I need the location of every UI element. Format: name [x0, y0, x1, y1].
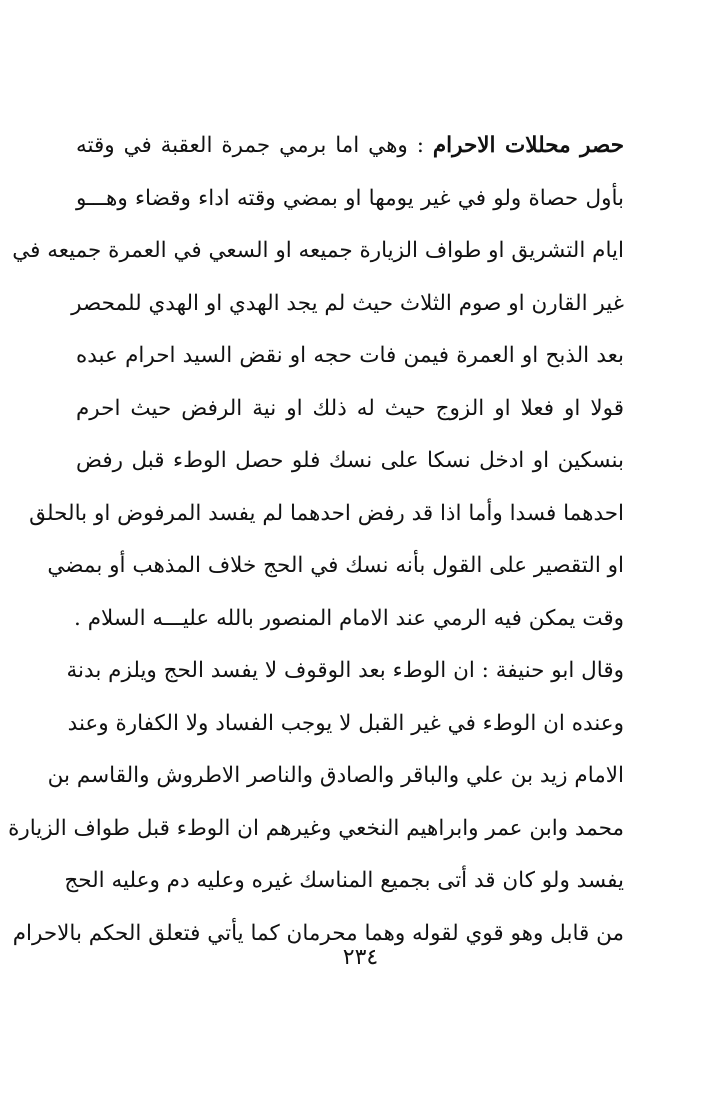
text-line-4: غير القارن او صوم الثلاث حيث لم يجد الهدي او الهدي للمحصر: [71, 290, 624, 316]
text-line-1: [76, 120, 624, 173]
text-line-8: احدهما فسدا وأما اذا قد رفض احدهما لم يفسد المرفوض او بالحلق: [29, 500, 624, 526]
text-line-13: الامام زيد بن علي والباقر والصادق والناصر الاطروش والقاسم بن: [47, 763, 624, 788]
section-heading: حصر محللات الاحرام: [432, 133, 624, 158]
text-line-5: بعد الذبح او العمرة فيمن فات حجه او نقض السيد احرام عبده: [76, 343, 624, 368]
body-text: [8, 120, 624, 960]
text-line-10: وقت يمكن فيه الرمي عند الامام المنصور بالله عليـــه السلام .: [74, 605, 624, 631]
text-line-3: ايام التشريق او طواف الزيارة جميعه او السعي في العمرة جميعه في: [12, 238, 624, 263]
text-line-2: بأول حصاة ولو في غير يومها او بمضي وقته اداء وقضاء وهـــو: [76, 185, 624, 211]
text-line-11: وقال ابو حنيفة : ان الوطء بعد الوقوف لا يفسد الحج ويلزم بدنة: [66, 658, 624, 683]
text-line-16: من قابل وهو قوي لقوله وهما محرمان كما يأتي فتعلق الحكم بالاحرام: [12, 920, 624, 946]
text-line-15: يفسد ولو كان قد أتى بجميع المناسك غيره وعليه دم وعليه الحج: [64, 868, 624, 893]
text-line-7: بنسكين او ادخل نسكا على نسك فلو حصل الوطء قبل رفض: [76, 448, 624, 473]
heading-continuation: : وهي اما برمي جمرة العقبة في وقته: [76, 133, 424, 158]
text-line-12: وعنده ان الوطء في غير القبل لا يوجب الفساد ولا الكفارة وعند: [67, 710, 624, 736]
text-line-9: او التقصير على القول بأنه نسك في الحج خلاف المذهب أو بمضي: [47, 553, 624, 578]
page-number: ٢٣٤: [342, 945, 379, 970]
text-line-6: قولا او فعلا او الزوج حيث له ذلك او نية الرفض حيث احرم: [76, 395, 624, 421]
text-line-14: محمد وابن عمر وابراهيم النخعي وغيرهم ان الوطء قبل طواف الزيارة: [8, 815, 624, 841]
